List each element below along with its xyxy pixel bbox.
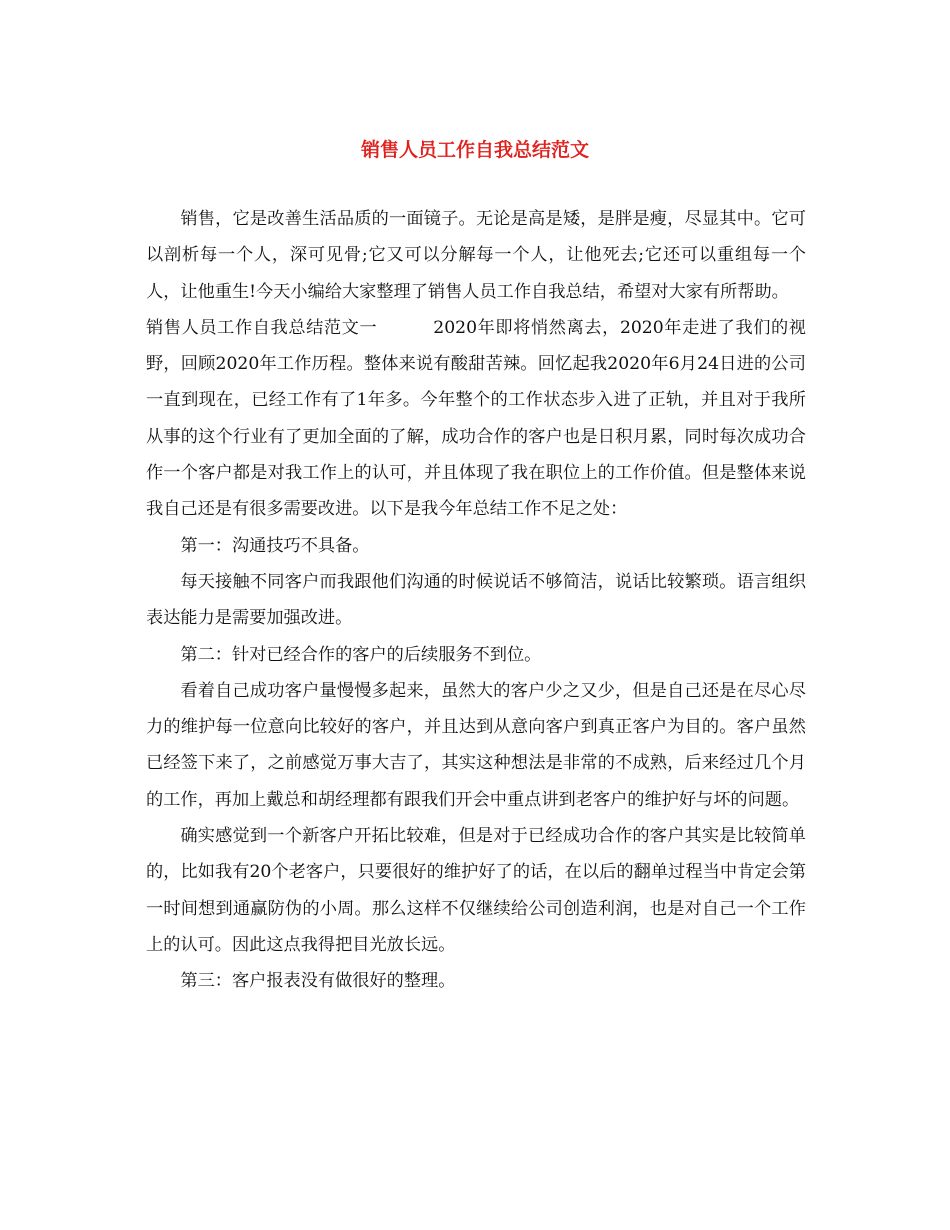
point3-heading: 第三：客户报表没有做很好的整理。 [180,971,456,992]
point2-heading: 第二：针对已经合作的客户的后续服务不到位。 [180,644,542,665]
section-paragraph [146,310,806,528]
point1-heading: 第一：沟通技巧不具备。 [180,535,370,556]
section-heading: 销售人员工作自我总结范文一 [146,317,378,338]
intro-paragraph: 销售，它是改善生活品质的一面镜子。无论是高是矮，是胖是瘦，尽显其中。它可以剖析每一个人，深可见骨;它又可以分解每一个人，让他死去;它还可以重组每一个人，让他重生!今天小编给大家整理了销售人员工作自我总结，希望对大家有所帮助。 [146,209,806,302]
section-text: 2020年即将悄然离去，2020年走进了我们的视野，回顾2020年工作历程。整体来说有酸甜苦辣。回忆起我2020年6月24日进的公司一直到现在，已经工作有了1年多。今年整个的工作状态步入进了正轨，并且对于我所从事的这个行业有了更加全面的了解，成功合作的客户也是日积月累，同时每次成功合作一个客户都是对我工作上的认可，并且体现了我在职位上的工作价值。但是整体来说我自己还是有很多需要改进。以下是我今年总结工作不足之处： [146,317,806,520]
document-title: 销售人员工作自我总结范文 [360,139,589,161]
point2-paragraph-a: 看着自己成功客户量慢慢多起来，虽然大的客户少之又少，但是自己还是在尽心尽力的维护每一位意向比较好的客户，并且达到从意向客户到真正客户为目的。客户虽然已经签下来了，之前感觉万事大吉了，其实这种想法是非常的不成熟，后来经过几个月的工作，再加上戴总和胡经理都有跟我们开会中重点讲到老客户的维护好与坏的问题。 [146,680,806,810]
point2-paragraph-b: 确实感觉到一个新客户开拓比较难，但是对于已经成功合作的客户其实是比较简单的，比如我有20个老客户，只要很好的维护好了的话，在以后的翻单过程当中肯定会第一时间想到通赢防伪的小周。那么这样不仅继续给公司创造利润，也是对自己一个工作上的认可。因此这点我得把目光放长远。 [146,826,806,955]
document-body [146,201,806,1000]
point1-paragraph: 每天接触不同客户而我跟他们沟通的时候说话不够简洁，说话比较繁琐。语言组织表达能力是需要加强改进。 [146,571,806,629]
